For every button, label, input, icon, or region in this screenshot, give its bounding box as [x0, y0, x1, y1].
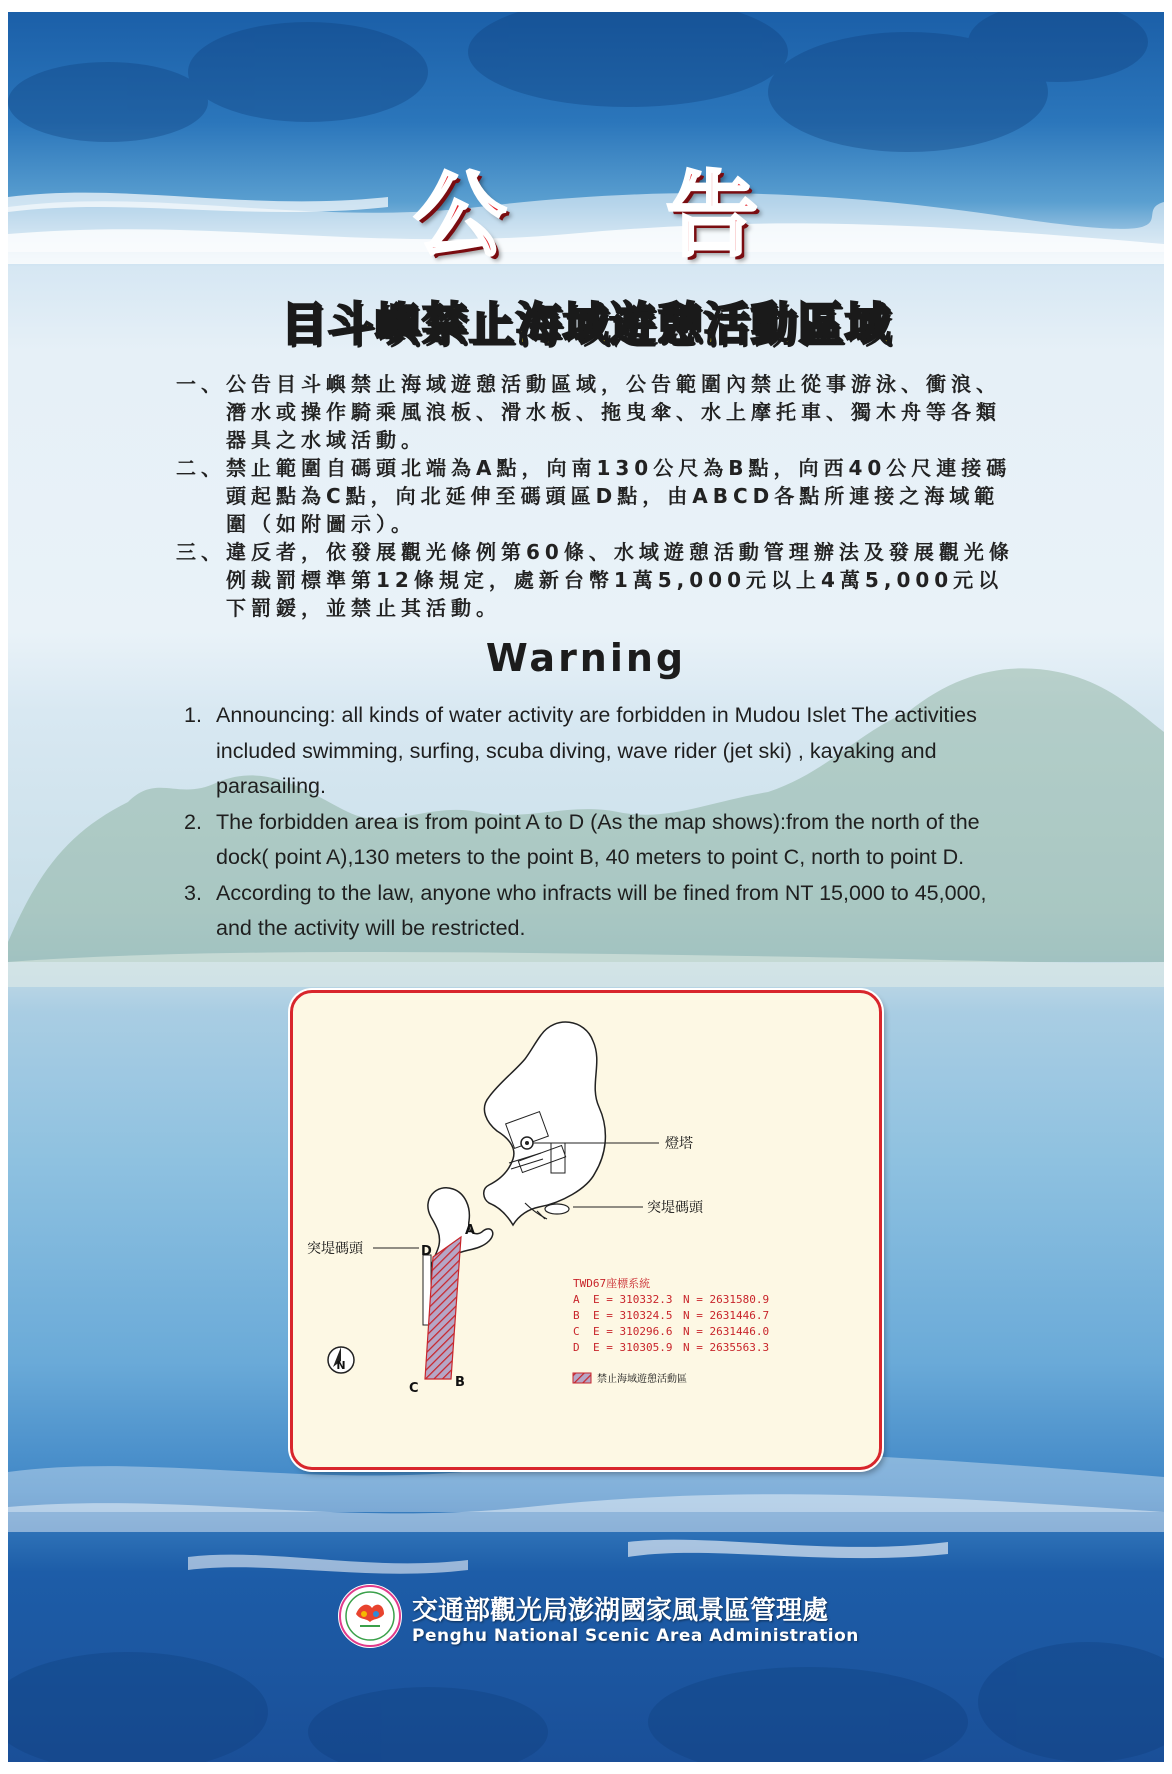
notice-subtitle: 目斗嶼禁止海域遊憩活動區域: [280, 297, 892, 351]
svg-text:N = 2635563.3: N = 2635563.3: [683, 1341, 770, 1354]
penghu-logo-icon: [338, 1584, 402, 1648]
svg-text:C: C: [573, 1325, 580, 1338]
point-a-label: A: [465, 1223, 476, 1238]
list-item-number: 二、: [176, 456, 226, 480]
svg-text:A: A: [573, 1293, 580, 1306]
organization-name-en: Penghu National Scenic Area Administration: [412, 1626, 859, 1646]
svg-text:D: D: [573, 1341, 580, 1354]
list-item-text: 公告目斗嶼禁止海域遊憩活動區域，公告範圍內禁止從事游泳、衝浪、潛水或操作騎乘風浪板、滑水板、拖曳傘、水上摩托車、獨木舟等各類器具之水域活動。: [226, 372, 1001, 452]
list-item-text: 違反者，依發展觀光條例第60條、水域遊憩活動管理辦法及發展觀光條例裁罰標準第12條規定，處新台幣1萬5,000元以上4萬5,000元以下罰鍰，並禁止其活動。: [226, 540, 1014, 620]
lighthouse-label: 燈塔: [665, 1136, 693, 1152]
legend-label: 禁止海域遊憩活動區: [597, 1374, 687, 1385]
coord-row: [573, 1293, 769, 1306]
svg-text:E = 310324.5: E = 310324.5: [593, 1309, 673, 1322]
list-item-text: The forbidden area is from point A to D (As the map shows):from the north of the dock( point A),130 meters to the point B, 40 meters to point C, north to point D.: [216, 809, 980, 869]
list-item: [184, 698, 1014, 805]
list-item: [176, 454, 1021, 538]
point-b-label: B: [455, 1375, 465, 1390]
list-item-number: 一、: [176, 372, 226, 396]
area-map: [290, 990, 882, 1470]
list-item: [176, 538, 1021, 622]
svg-text:E = 310305.9: E = 310305.9: [593, 1341, 673, 1354]
map-drawing: [293, 993, 879, 1467]
north-arrow-icon: [328, 1347, 354, 1373]
coord-title: TWD67座標系統: [573, 1277, 651, 1290]
list-item: [184, 805, 1014, 876]
svg-text:N = 2631580.9: N = 2631580.9: [683, 1293, 770, 1306]
notice-title: 公告: [413, 162, 918, 269]
list-item-number: 三、: [176, 540, 226, 564]
poster: [8, 12, 1164, 1762]
list-item-text: Announcing: all kinds of water activity are forbidden in Mudou Islet The activities included swimming, surfing, scuba diving, wave rider (jet ski) , kayaking and parasailing.: [216, 703, 977, 798]
jetty-label-right: 突堤碼頭: [647, 1200, 703, 1216]
list-item-number: 1.: [184, 703, 202, 727]
svg-text:B: B: [573, 1309, 580, 1322]
list-item-number: 2.: [184, 809, 202, 834]
jetty-label-left: 突堤碼頭: [307, 1241, 363, 1257]
coord-row: [573, 1325, 769, 1338]
svg-text:N = 2631446.0: N = 2631446.0: [683, 1325, 770, 1338]
list-item-text: 禁止範圍自碼頭北端為A點，向南130公尺為B點，向西40公尺連接碼頭起點為C點，向北延伸至碼頭區D點，由ABCD各點所連接之海域範圍（如附圖示）。: [226, 456, 1012, 536]
english-notice-list: [184, 698, 1014, 947]
list-item: [176, 370, 1021, 454]
coord-row: [573, 1341, 769, 1354]
warning-title: Warning: [485, 636, 687, 680]
organization-name-cn: 交通部觀光局澎湖國家風景區管理處: [412, 1596, 829, 1626]
point-d-label: D: [421, 1244, 432, 1259]
svg-text:E = 310332.3: E = 310332.3: [593, 1293, 673, 1306]
svg-text:N = 2631446.7: N = 2631446.7: [683, 1309, 770, 1322]
list-item-text: According to the law, anyone who infracts will be fined from NT 15,000 to 45,000, and the activity will be restricted.: [216, 880, 987, 940]
point-c-label: C: [409, 1381, 419, 1396]
island-outline: [484, 1022, 606, 1225]
chinese-notice-list: [176, 370, 1021, 622]
svg-text:E = 310296.6: E = 310296.6: [593, 1325, 673, 1338]
list-item-number: 3.: [184, 880, 202, 905]
legend-swatch: [573, 1373, 591, 1383]
list-item: [184, 876, 1014, 947]
north-label: N: [336, 1359, 346, 1372]
coord-row: [573, 1309, 769, 1322]
